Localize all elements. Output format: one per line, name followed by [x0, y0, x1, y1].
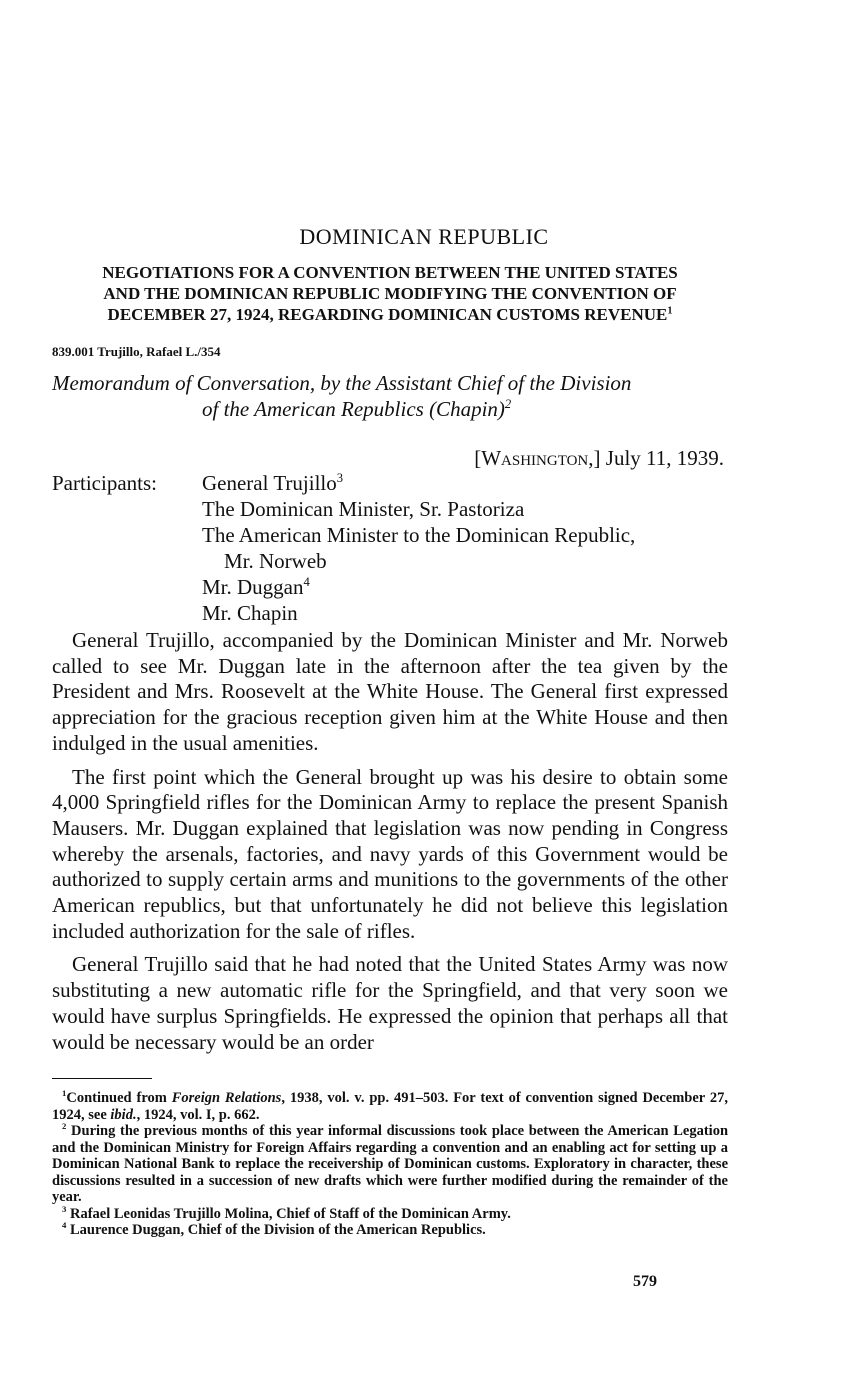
section-subtitle: [52, 262, 728, 325]
file-reference: 839.001 Trujillo, Rafael L./354: [52, 344, 221, 359]
footnote-3: $^3$ Rafael Leonidas Trujillo Molina, Chief of Staff of the Dominican Army.: [62, 1203, 511, 1222]
memo-body: [52, 628, 728, 1063]
participant: The Dominican Minister, Sr. Pastoriza: [202, 497, 525, 521]
memo-line: of the American Republics (Chapin)$^2$: [202, 397, 512, 421]
participant: General Trujillo$^3$: [202, 471, 344, 495]
paragraph: General Trujillo said that he had noted that the United States Army was now substituting a new automatic rifle for the Springfield, and that very soon we would have surplus Springfields. He expressed the opinion that perhaps all that would be necessary would be an order: [52, 952, 728, 1054]
participants-label: Participants:: [52, 471, 157, 495]
footnote-4: $^4$ Laurence Duggan, Chief of the Division of the American Republics.: [62, 1220, 486, 1238]
dateline-place: Washington: [481, 446, 589, 470]
footnote-marker: 2: [504, 397, 512, 411]
participants-names: [202, 470, 728, 626]
memo-heading: [52, 370, 728, 422]
dateline-date: July 11, 1939.: [600, 446, 724, 470]
page-title: DOMINICAN REPUBLIC: [299, 224, 549, 249]
participant: Mr. Duggan$^4$: [202, 575, 310, 599]
subtitle-line: NEGOTIATIONS FOR A CONVENTION BETWEEN THE UNITED STATES: [102, 263, 678, 282]
subtitle-line: AND THE DOMINICAN REPUBLIC MODIFYING THE CONVENTION OF: [103, 284, 677, 303]
footnotes: [52, 1090, 728, 1239]
participant: The American Minister to the Dominican Republic,: [202, 523, 636, 547]
memo-line: Memorandum of Conversation, by the Assistant Chief of the Division: [52, 371, 632, 395]
footnote-2: $^2$ During the previous months of this year informal discussions took place between the American Legation and the Dominican Ministry for Foreign Affairs regarding a convention and an enabling act for setting up a Dominican National Bank to replace the receivership of Dominican customs. Exploratory in character, these discussions resulted in a succession of new drafts which were further modified during the remainder of the year.: [52, 1121, 729, 1205]
paragraph: The first point which the General brought up was his desire to obtain some 4,000 Springfield rifles for the Dominican Army to replace the present Spanish Mausers. Mr. Duggan explained that legislation was now pending in Congress whereby the arsenals, factories, and navy yards of this Government would be authorized to supply certain arms and munitions to the governments of the other American republics, but that unfortunately he did not believe this legislation included authorization for the sale of rifles.: [52, 764, 728, 943]
page-number: 579: [633, 1273, 657, 1290]
dateline: [Washington,] July 11, 1939.: [474, 446, 724, 470]
subtitle-line: DECEMBER 27, 1924, REGARDING DOMINICAN CUSTOMS REVENUE$^1$: [107, 305, 673, 324]
footnote-1: $^1$Continued from Foreign Relations, 1938, vol. v. pp. 491–503. For text of convention signed December 27, 1924, see ibid., 1924, vol. I, p. 662.: [52, 1088, 728, 1123]
footnote-marker: 1: [667, 305, 673, 317]
participant: Mr. Norweb: [224, 549, 327, 573]
footnote-divider: [52, 1078, 152, 1079]
participant: Mr. Chapin: [202, 601, 298, 625]
paragraph: General Trujillo, accompanied by the Dominican Minister and Mr. Norweb called to see Mr. Duggan late in the afternoon after the tea given by the President and Mrs. Roosevelt at the White House. The General first expressed appreciation for the gracious reception given him at the White House and then indulged in the usual amenities.: [52, 628, 728, 755]
